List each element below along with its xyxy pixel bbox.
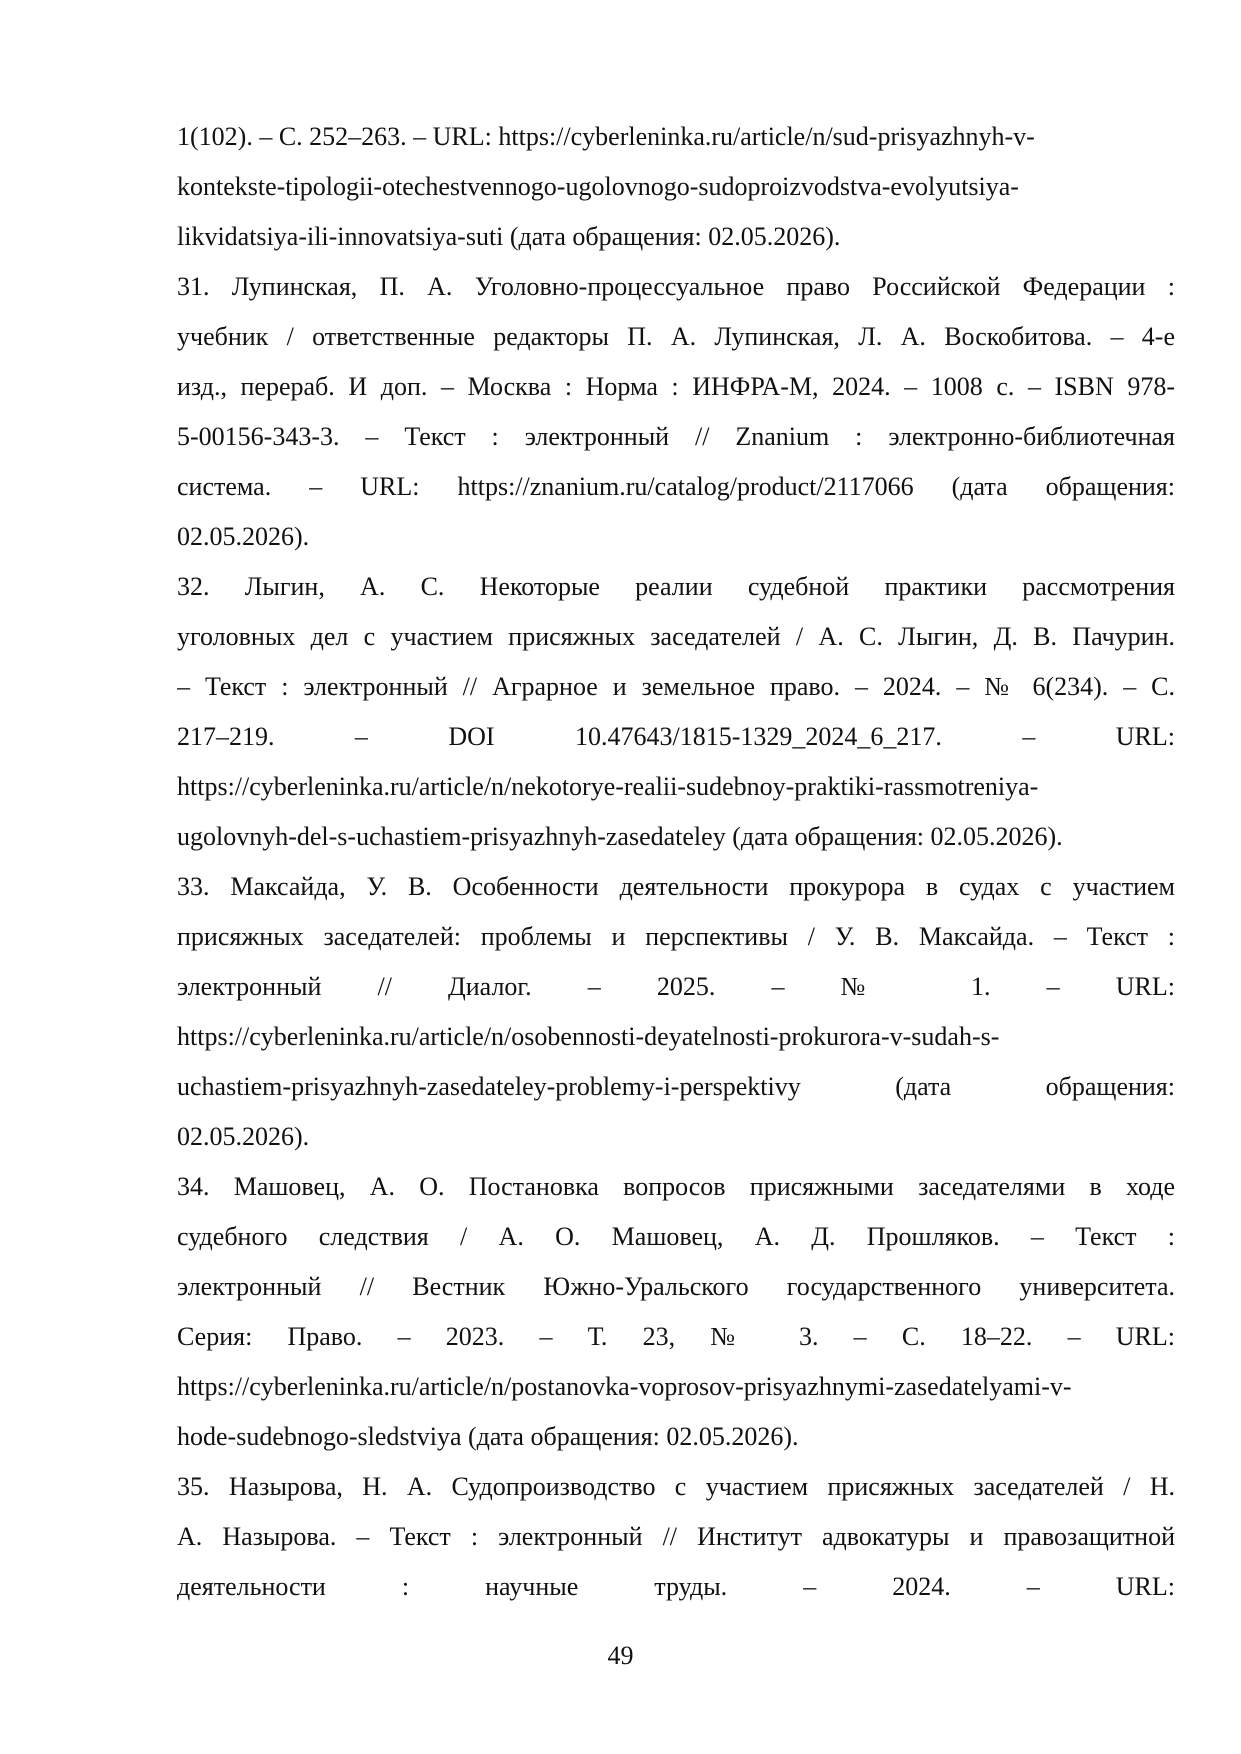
reference-33-line-3: электронный // Диалог. – 2025. – № 1. – URL:	[177, 972, 1175, 1001]
reference-34-line-2: судебного следствия / А. О. Машовец, А. Д. Прошляков. – Текст :	[177, 1222, 1175, 1251]
reference-31-line-5: система. – URL: https://znanium.ru/catalog/product/2117066 (дата обращения:	[177, 472, 1175, 501]
reference-33-line-1: 33. Максайда, У. В. Особенности деятельности прокурора в судах с участием	[177, 872, 1175, 901]
reference-30-line-3: likvidatsiya-ili-innovatsiya-suti (дата обращения: 02.05.2026).	[177, 222, 841, 251]
reference-31-line-6: 02.05.2026).	[177, 522, 310, 551]
reference-33-line-4: https://cyberleninka.ru/article/n/osobennosti-deyatelnosti-prokurora-v-sudah-s-	[177, 1022, 1000, 1051]
reference-34-line-4: Серия: Право. – 2023. – Т. 23, № 3. – С. 18–22. – URL:	[177, 1322, 1175, 1351]
reference-33-line-5: uchastiem-prisyazhnyh-zasedateley-problemy-i-perspektivy (дата обращения:	[177, 1072, 1175, 1101]
reference-35-line-3: деятельности : научные труды. – 2024. – URL:	[177, 1572, 1175, 1601]
reference-30-line-2: kontekste-tipologii-otechestvennogo-ugolovnogo-sudoproizvodstva-evolyutsiya-	[177, 172, 1019, 201]
reference-32-line-1: 32. Лыгин, А. С. Некоторые реалии судебной практики рассмотрения	[177, 572, 1175, 601]
reference-31-line-3: изд., перераб. И доп. – Москва : Норма : ИНФРА-М, 2024. – 1008 с. – ISBN 978-	[177, 372, 1175, 401]
reference-32-line-3: – Текст : электронный // Аграрное и земельное право. – 2024. – № 6(234). – С.	[177, 672, 1175, 701]
reference-34-line-3: электронный // Вестник Южно-Уральского государственного университета.	[177, 1272, 1175, 1301]
reference-32-line-6: ugolovnyh-del-s-uchastiem-prisyazhnyh-zasedateley (дата обращения: 02.05.2026).	[177, 822, 1063, 851]
reference-31-line-4: 5-00156-343-3. – Текст : электронный // Znanium : электронно-библиотечная	[177, 422, 1175, 451]
reference-31-line-1: 31. Лупинская, П. А. Уголовно-процессуальное право Российской Федерации :	[177, 272, 1175, 301]
reference-34-line-6: hode-sudebnogo-sledstviya (дата обращения: 02.05.2026).	[177, 1422, 799, 1451]
reference-34-line-5: https://cyberleninka.ru/article/n/postanovka-voprosov-prisyazhnymi-zasedatelyami-v-	[177, 1372, 1072, 1401]
reference-31-line-2: учебник / ответственные редакторы П. А. Лупинская, Л. А. Воскобитова. – 4-е	[177, 322, 1175, 351]
reference-32-line-2: уголовных дел с участием присяжных заседателей / А. С. Лыгин, Д. В. Пачурин.	[177, 622, 1175, 651]
reference-34-line-1: 34. Машовец, А. О. Постановка вопросов присяжными заседателями в ходе	[177, 1172, 1175, 1201]
reference-32-line-5: https://cyberleninka.ru/article/n/nekotorye-realii-sudebnoy-praktiki-rassmotreniya-	[177, 772, 1039, 801]
reference-33-line-6: 02.05.2026).	[177, 1122, 310, 1151]
reference-32-line-4: 217–219. – DOI 10.47643/1815-1329_2024_6_217. – URL:	[177, 722, 1175, 751]
reference-35-line-2: А. Назырова. – Текст : электронный // Институт адвокатуры и правозащитной	[177, 1522, 1175, 1551]
page-number: 49	[607, 1641, 634, 1670]
bibliography-list	[177, 112, 1175, 1612]
reference-35-line-1: 35. Назырова, Н. А. Судопроизводство с участием присяжных заседателей / Н.	[177, 1472, 1175, 1501]
reference-30-line-1: 1(102). – С. 252–263. – URL: https://cyberleninka.ru/article/n/sud-prisyazhnyh-v-	[177, 122, 1035, 151]
reference-33-line-2: присяжных заседателей: проблемы и перспективы / У. В. Максайда. – Текст :	[177, 922, 1175, 951]
